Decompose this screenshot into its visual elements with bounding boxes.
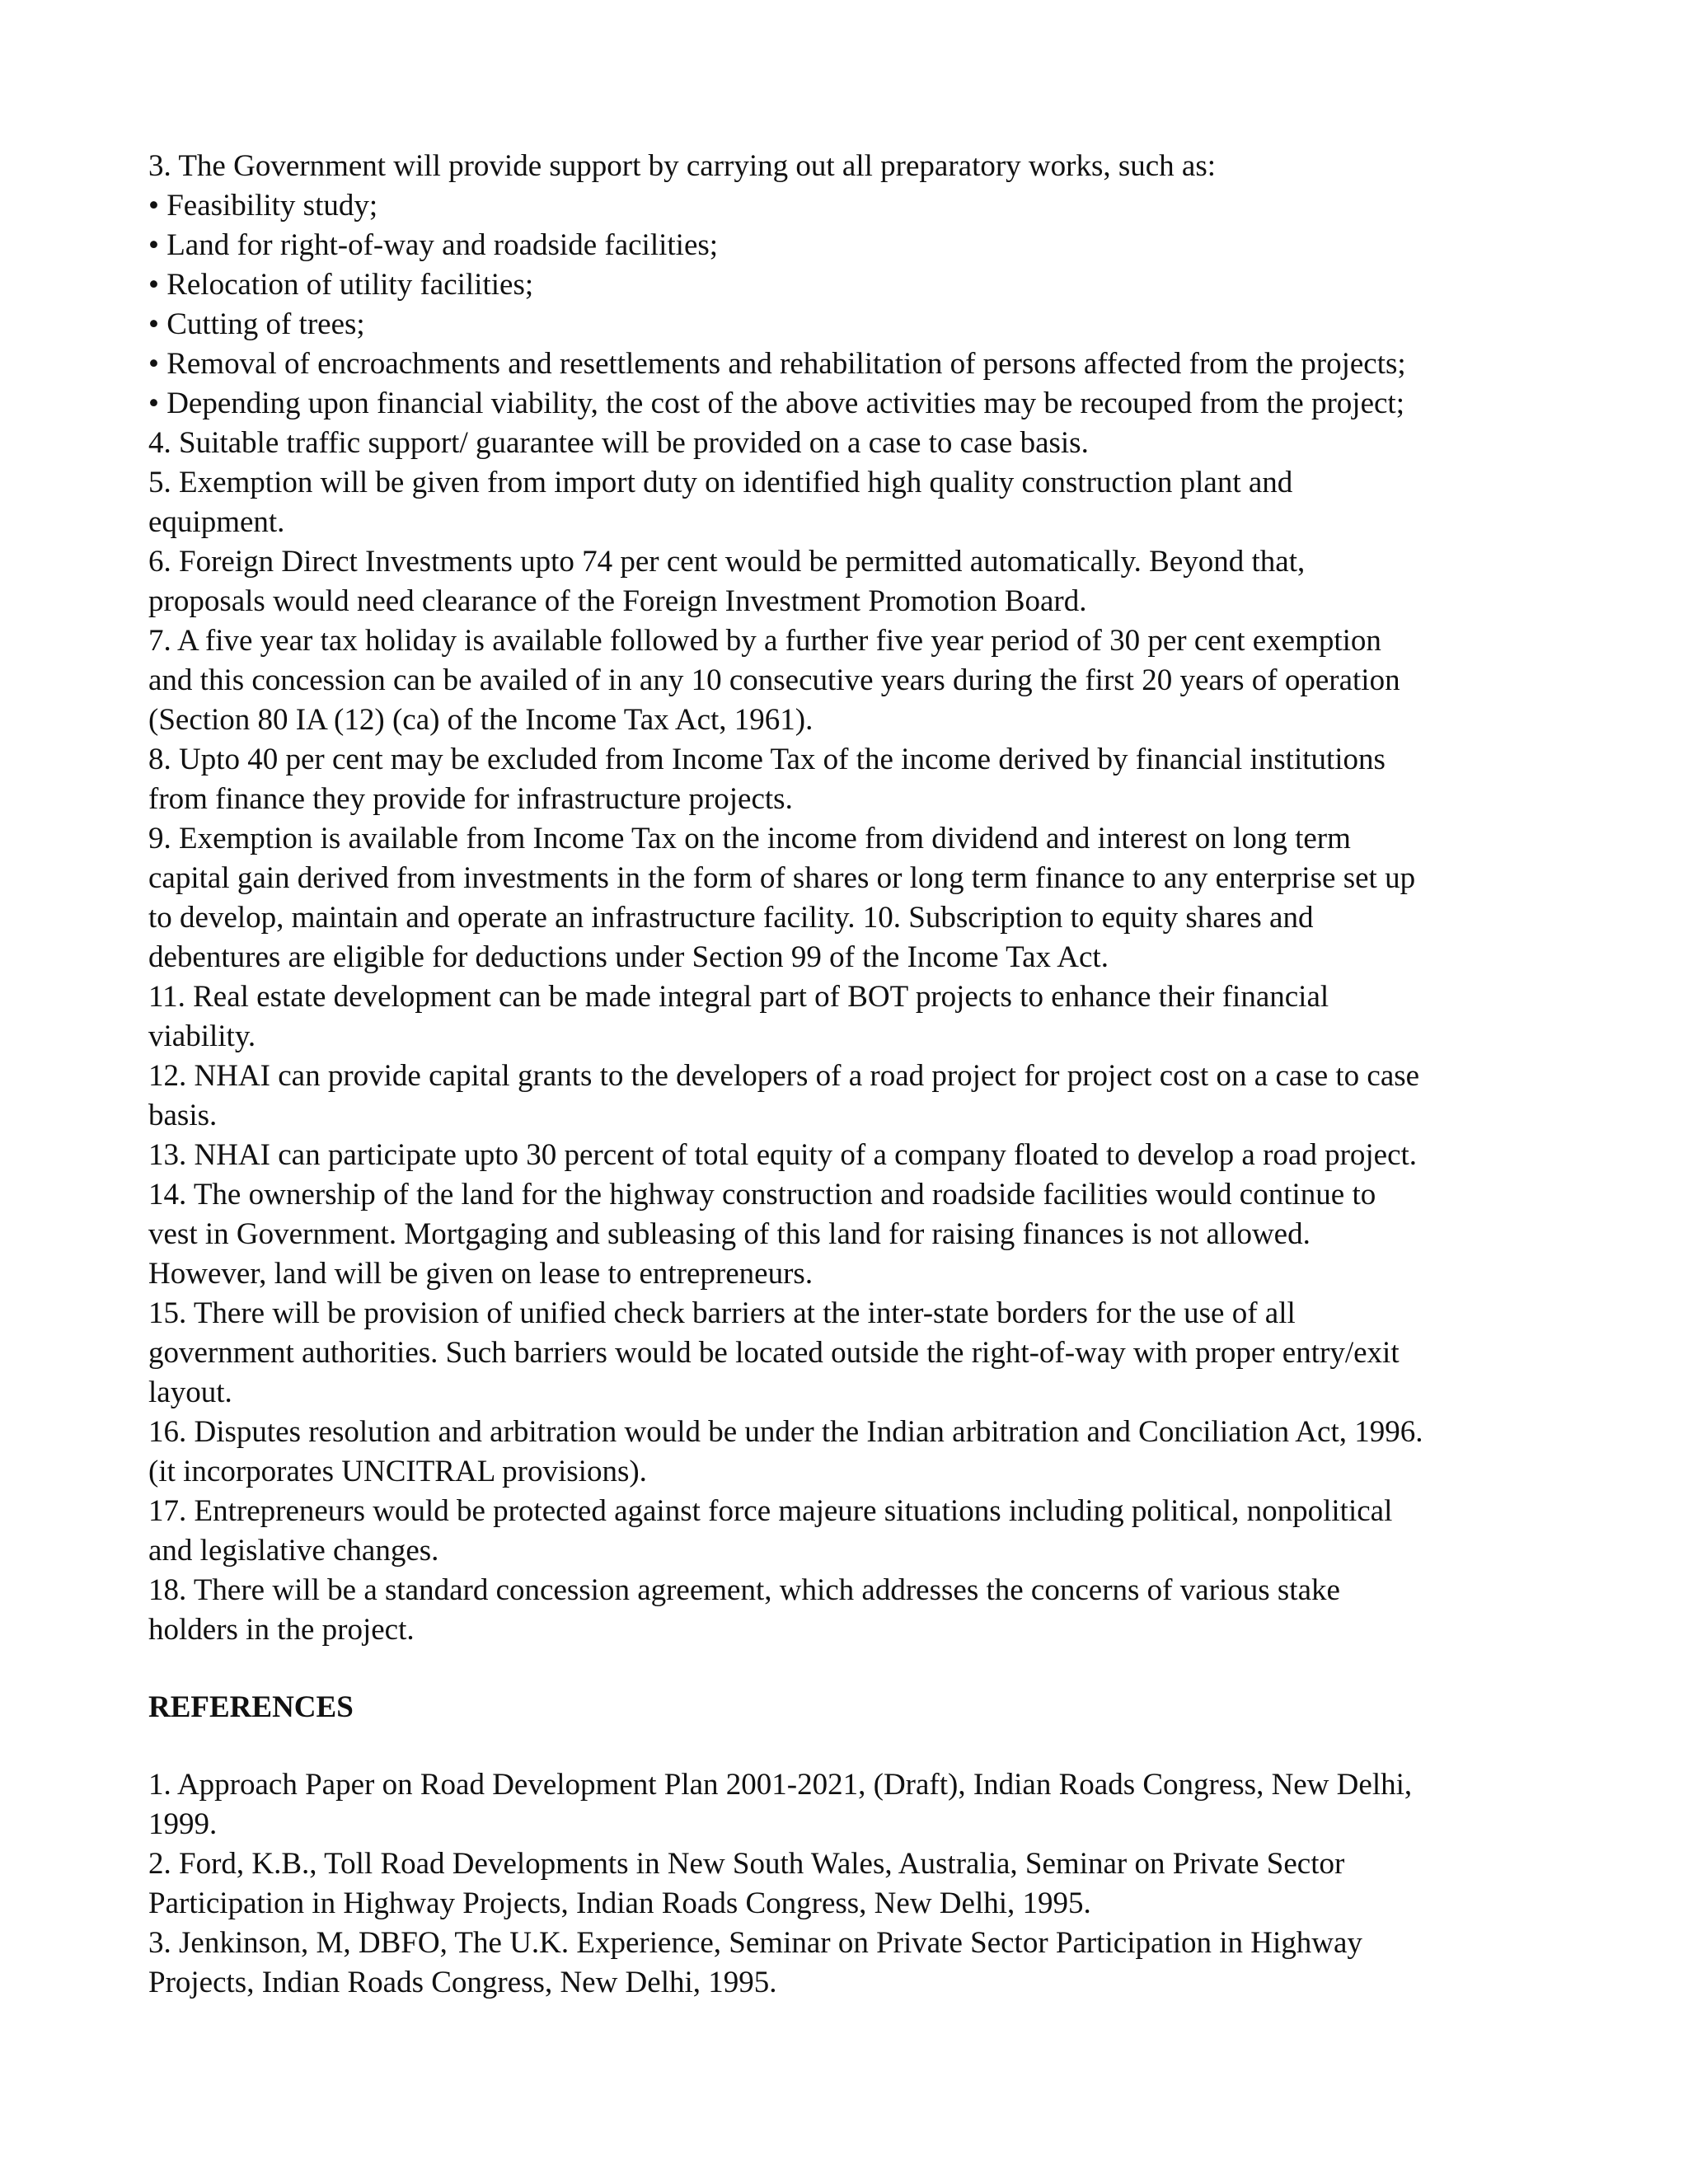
reference-line: Participation in Highway Projects, Indian Roads Congress, New Delhi, 1995. <box>148 1886 1091 1920</box>
body-line: basis. <box>148 1099 218 1132</box>
reference-line: Projects, Indian Roads Congress, New Delhi, 1995. <box>148 1966 777 1999</box>
body-line: proposals would need clearance of the Foreign Investment Promotion Board. <box>148 584 1087 618</box>
body-line: holders in the project. <box>148 1613 415 1647</box>
reference-line: 3. Jenkinson, M, DBFO, The U.K. Experience, Seminar on Private Sector Participation in Highway <box>148 1926 1362 1960</box>
body-line: • Relocation of utility facilities; <box>148 268 534 302</box>
body-line: and this concession can be availed of in any 10 consecutive years during the first 20 years of operation <box>148 663 1400 697</box>
body-line: 6. Foreign Direct Investments upto 74 per cent would be permitted automatically. Beyond that, <box>148 545 1306 579</box>
reference-line: 1. Approach Paper on Road Development Plan 2001-2021, (Draft), Indian Roads Congress, New Delhi, <box>148 1768 1413 1802</box>
body-line: 9. Exemption is available from Income Tax on the income from dividend and interest on long term <box>148 822 1351 855</box>
body-line: from finance they provide for infrastructure projects. <box>148 782 793 816</box>
body-line: 12. NHAI can provide capital grants to the developers of a road project for project cost on a case to case <box>148 1059 1420 1093</box>
body-line: 8. Upto 40 per cent may be excluded from Income Tax of the income derived by financial institutions <box>148 743 1386 776</box>
reference-line: 1999. <box>148 1807 218 1841</box>
body-line: layout. <box>148 1376 232 1409</box>
body-line: 13. NHAI can participate upto 30 percent of total equity of a company floated to develop a road project. <box>148 1138 1418 1172</box>
body-line: • Depending upon financial viability, the cost of the above activities may be recouped from the project; <box>148 387 1404 420</box>
body-line: capital gain derived from investments in the form of shares or long term finance to any enterprise set up <box>148 861 1416 895</box>
body-line: debentures are eligible for deductions under Section 99 of the Income Tax Act. <box>148 940 1109 974</box>
body-line: • Removal of encroachments and resettlements and rehabilitation of persons affected from the projects; <box>148 347 1406 381</box>
body-line: to develop, maintain and operate an infrastructure facility. 10. Subscription to equity shares and <box>148 901 1314 935</box>
policy-list <box>148 147 1550 1650</box>
references-heading: REFERENCES <box>148 1690 354 1724</box>
body-line: vest in Government. Mortgaging and subleasing of this land for raising finances is not allowed. <box>148 1217 1311 1251</box>
body-line: • Land for right-of-way and roadside facilities; <box>148 228 719 262</box>
body-line: and legislative changes. <box>148 1534 439 1568</box>
body-line: 14. The ownership of the land for the highway construction and roadside facilities would continue to <box>148 1178 1376 1212</box>
body-line: 18. There will be a standard concession agreement, which addresses the concerns of various stake <box>148 1573 1340 1607</box>
document-page <box>148 147 1550 2003</box>
body-line: (it incorporates UNCITRAL provisions). <box>148 1455 647 1488</box>
body-line: 3. The Government will provide support by carrying out all preparatory works, such as: <box>148 149 1217 183</box>
body-line: 16. Disputes resolution and arbitration would be under the Indian arbitration and Conciliation Act, 1996. <box>148 1415 1423 1449</box>
body-line: 7. A five year tax holiday is available followed by a further five year period of 30 per cent exemption <box>148 624 1381 658</box>
body-line: viability. <box>148 1019 256 1053</box>
body-line: 15. There will be provision of unified check barriers at the inter-state borders for the use of all <box>148 1296 1296 1330</box>
body-line: However, land will be given on lease to entrepreneurs. <box>148 1257 814 1291</box>
body-line: • Cutting of trees; <box>148 307 365 341</box>
body-line: (Section 80 IA (12) (ca) of the Income Tax Act, 1961). <box>148 703 814 737</box>
body-line: equipment. <box>148 505 285 539</box>
body-line: 11. Real estate development can be made integral part of BOT projects to enhance their financial <box>148 980 1329 1014</box>
body-line: government authorities. Such barriers would be located outside the right-of-way with proper entry/exit <box>148 1336 1400 1370</box>
body-line: 5. Exemption will be given from import duty on identified high quality construction plant and <box>148 466 1293 499</box>
reference-line: 2. Ford, K.B., Toll Road Developments in New South Wales, Australia, Seminar on Private Sector <box>148 1847 1345 1881</box>
body-line: 17. Entrepreneurs would be protected against force majeure situations including political, nonpolitical <box>148 1494 1393 1528</box>
body-line: 4. Suitable traffic support/ guarantee will be provided on a case to case basis. <box>148 426 1089 460</box>
references-list <box>148 1765 1550 2003</box>
body-line: • Feasibility study; <box>148 189 378 223</box>
